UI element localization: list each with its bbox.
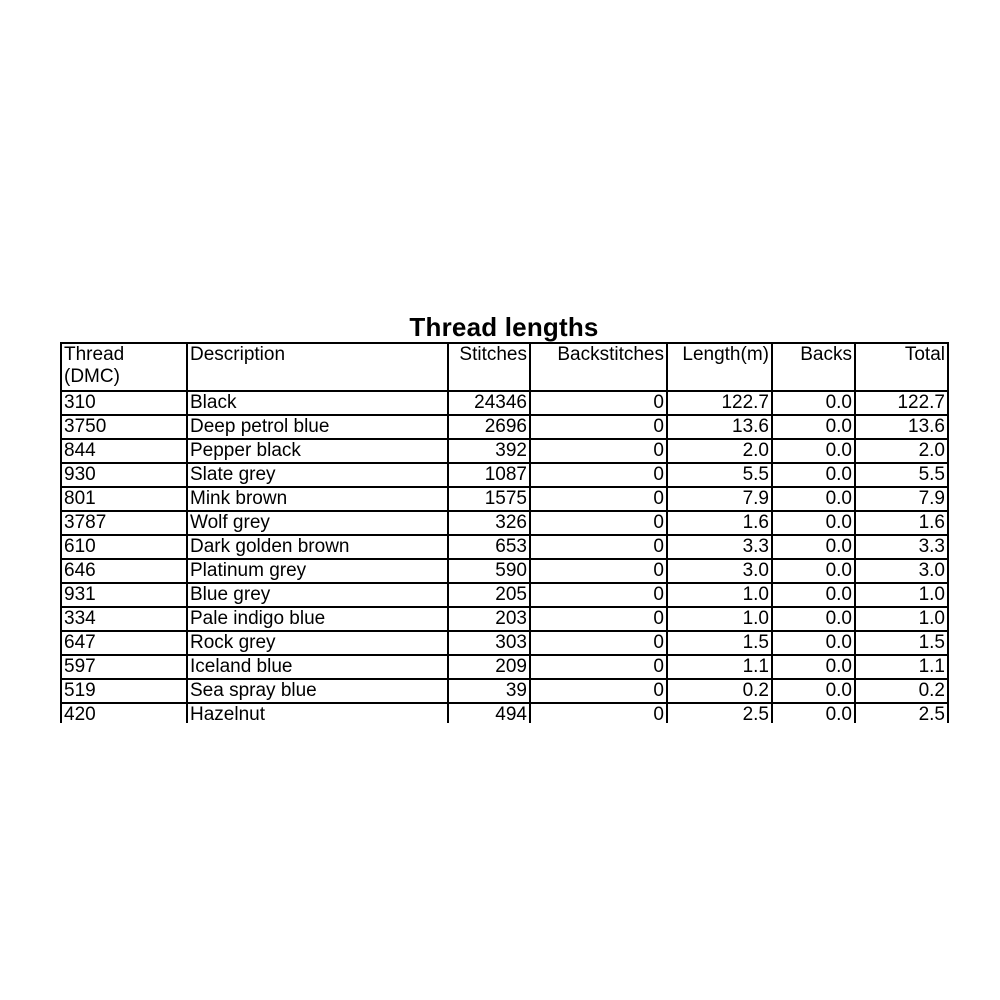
header-backstitches: Backstitches: [530, 343, 667, 391]
cell-length: 1.6: [667, 511, 772, 535]
cell-backstitches: 0: [530, 679, 667, 703]
cell-description: Mink brown: [187, 487, 448, 511]
cell-total: 2.5: [855, 703, 948, 723]
cell-description: Hazelnut: [187, 703, 448, 723]
table-row: [61, 535, 948, 559]
cell-stitches: 326: [448, 511, 530, 535]
cell-backstitches: 0: [530, 391, 667, 415]
cell-stitches: 24346: [448, 391, 530, 415]
table-row: [61, 703, 948, 723]
cell-length: 2.0: [667, 439, 772, 463]
cell-length: 2.5: [667, 703, 772, 723]
table-header-row: [61, 343, 948, 391]
cell-thread-code: 519: [61, 679, 187, 703]
cell-backs: 0.0: [772, 631, 855, 655]
table-row: [61, 559, 948, 583]
cell-description: Black: [187, 391, 448, 415]
table-row: [61, 607, 948, 631]
cell-length: 1.1: [667, 655, 772, 679]
cell-backstitches: 0: [530, 559, 667, 583]
cell-backs: 0.0: [772, 607, 855, 631]
cell-stitches: 392: [448, 439, 530, 463]
cell-length: 3.3: [667, 535, 772, 559]
header-backs: Backs: [772, 343, 855, 391]
cell-length: 3.0: [667, 559, 772, 583]
cell-backs: 0.0: [772, 415, 855, 439]
cell-backs: 0.0: [772, 535, 855, 559]
table-row: [61, 679, 948, 703]
cell-description: Deep petrol blue: [187, 415, 448, 439]
cell-description: Pale indigo blue: [187, 607, 448, 631]
cell-description: Platinum grey: [187, 559, 448, 583]
cell-total: 3.3: [855, 535, 948, 559]
cell-description: Dark golden brown: [187, 535, 448, 559]
cell-stitches: 494: [448, 703, 530, 723]
cell-length: 122.7: [667, 391, 772, 415]
cell-total: 5.5: [855, 463, 948, 487]
cell-stitches: 203: [448, 607, 530, 631]
cell-backstitches: 0: [530, 511, 667, 535]
cell-total: 1.1: [855, 655, 948, 679]
cell-thread-code: 646: [61, 559, 187, 583]
header-stitches: Stitches: [448, 343, 530, 391]
cell-backs: 0.0: [772, 487, 855, 511]
table-row: [61, 415, 948, 439]
cell-total: 13.6: [855, 415, 948, 439]
cell-description: Pepper black: [187, 439, 448, 463]
cell-total: 1.0: [855, 607, 948, 631]
header-description: Description: [187, 343, 448, 391]
cell-backstitches: 0: [530, 463, 667, 487]
cell-stitches: 303: [448, 631, 530, 655]
cell-thread-code: 334: [61, 607, 187, 631]
cell-total: 1.6: [855, 511, 948, 535]
table-row: [61, 511, 948, 535]
cell-description: Blue grey: [187, 583, 448, 607]
cell-total: 2.0: [855, 439, 948, 463]
cell-description: Wolf grey: [187, 511, 448, 535]
cell-length: 1.5: [667, 631, 772, 655]
cell-stitches: 39: [448, 679, 530, 703]
table-row: [61, 655, 948, 679]
cell-thread-code: 801: [61, 487, 187, 511]
cell-backs: 0.0: [772, 463, 855, 487]
cell-thread-code: 931: [61, 583, 187, 607]
cell-description: Rock grey: [187, 631, 448, 655]
cell-thread-code: 844: [61, 439, 187, 463]
cell-backs: 0.0: [772, 559, 855, 583]
cell-stitches: 1575: [448, 487, 530, 511]
cell-backstitches: 0: [530, 583, 667, 607]
thread-lengths-table: [60, 342, 949, 723]
cell-backs: 0.0: [772, 583, 855, 607]
cell-thread-code: 310: [61, 391, 187, 415]
cell-backs: 0.0: [772, 679, 855, 703]
cell-stitches: 205: [448, 583, 530, 607]
cell-stitches: 2696: [448, 415, 530, 439]
cell-backstitches: 0: [530, 487, 667, 511]
thread-table-viewport[interactable]: [60, 342, 950, 723]
cell-backs: 0.0: [772, 511, 855, 535]
cell-backs: 0.0: [772, 391, 855, 415]
cell-backstitches: 0: [530, 631, 667, 655]
header-total: Total: [855, 343, 948, 391]
table-row: [61, 631, 948, 655]
cell-thread-code: 420: [61, 703, 187, 723]
cell-thread-code: 647: [61, 631, 187, 655]
cell-description: Sea spray blue: [187, 679, 448, 703]
cell-thread-code: 930: [61, 463, 187, 487]
cell-backstitches: 0: [530, 703, 667, 723]
cell-description: Iceland blue: [187, 655, 448, 679]
cell-thread-code: 610: [61, 535, 187, 559]
cell-stitches: 1087: [448, 463, 530, 487]
table-row: [61, 487, 948, 511]
cell-total: 1.0: [855, 583, 948, 607]
cell-length: 7.9: [667, 487, 772, 511]
cell-backstitches: 0: [530, 415, 667, 439]
header-length: Length(m): [667, 343, 772, 391]
table-row: [61, 463, 948, 487]
cell-thread-code: 3750: [61, 415, 187, 439]
cell-stitches: 590: [448, 559, 530, 583]
header-thread: Thread (DMC): [61, 343, 187, 391]
cell-total: 122.7: [855, 391, 948, 415]
cell-backstitches: 0: [530, 607, 667, 631]
cell-backstitches: 0: [530, 535, 667, 559]
cell-total: 1.5: [855, 631, 948, 655]
cell-thread-code: 3787: [61, 511, 187, 535]
cell-backstitches: 0: [530, 655, 667, 679]
cell-backs: 0.0: [772, 655, 855, 679]
page-title: Thread lengths: [409, 312, 599, 342]
cell-total: 7.9: [855, 487, 948, 511]
cell-backstitches: 0: [530, 439, 667, 463]
cell-backs: 0.0: [772, 703, 855, 723]
cell-stitches: 653: [448, 535, 530, 559]
cell-backs: 0.0: [772, 439, 855, 463]
cell-length: 0.2: [667, 679, 772, 703]
cell-length: 13.6: [667, 415, 772, 439]
cell-description: Slate grey: [187, 463, 448, 487]
cell-thread-code: 597: [61, 655, 187, 679]
cell-length: 1.0: [667, 583, 772, 607]
cell-length: 5.5: [667, 463, 772, 487]
table-row: [61, 391, 948, 415]
cell-total: 3.0: [855, 559, 948, 583]
cell-length: 1.0: [667, 607, 772, 631]
table-row: [61, 583, 948, 607]
cell-total: 0.2: [855, 679, 948, 703]
cell-stitches: 209: [448, 655, 530, 679]
table-body: [61, 391, 948, 723]
table-row: [61, 439, 948, 463]
